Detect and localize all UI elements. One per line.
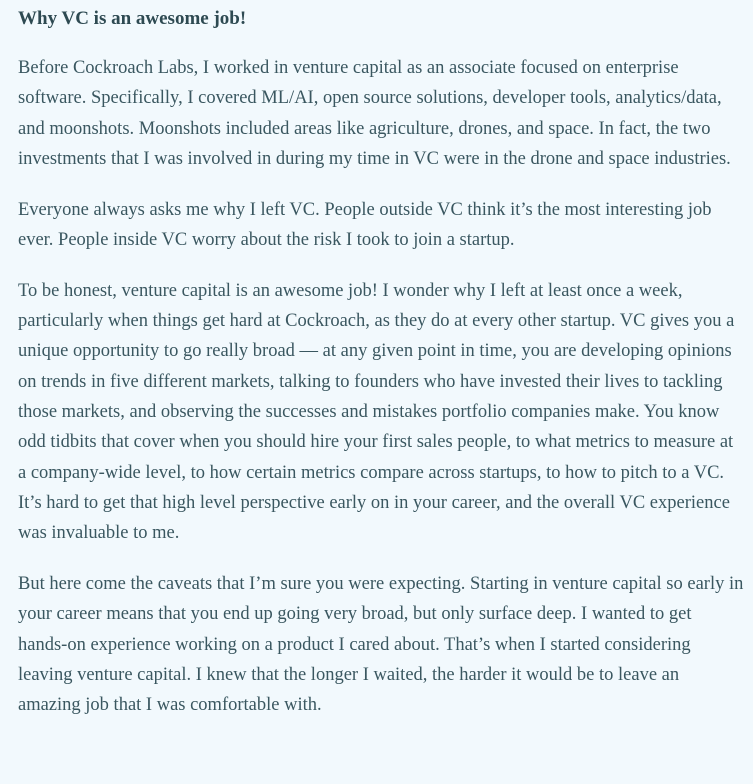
paragraph-4: But here come the caveats that I’m sure you were expecting. Starting in venture capital so early in your career means that you end up going very broad, but only surface deep. I wanted to get hands-on experience working on a product I cared about. That’s when I started considering leaving venture capital. I knew that the longer I waited, the harder it would be to leave an amazing job that I was comfortable with. [18, 573, 744, 716]
paragraph-1: Before Cockroach Labs, I worked in venture capital as an associate focused on enterprise software. Specifically, I covered ML/AI, open source solutions, developer tools, analytics/data, and moonshots. Moonshots included areas like agriculture, drones, and space. In fact, the two investments that I was involved in during my time in VC were in the drone and space industries. [18, 58, 731, 169]
section-heading: Why VC is an awesome job! [18, 8, 247, 29]
paragraph-3: To be honest, venture capital is an awesome job! I wonder why I left at least once a week, particularly when things get hard at Cockroach, as they do at every other startup. VC gives you a unique opportunity to go really broad — at any given point in time, you are developing opinions on trends in five different markets, talking to founders who have invested their lives to tackling those markets, and observing the successes and mistakes portfolio companies make. You know odd tidbits that cover when you should hire your first sales people, to what metrics to measure at a company-wide level, to how certain metrics compare across startups, to how to pitch to a VC. It’s hard to get that high level perspective early on in your career, and the overall VC experience was invaluable to me. [18, 280, 735, 544]
paragraph-2: Everyone always asks me why I left VC. People outside VC think it’s the most interesting job ever. People inside VC worry about the risk I took to join a startup. [18, 199, 712, 250]
